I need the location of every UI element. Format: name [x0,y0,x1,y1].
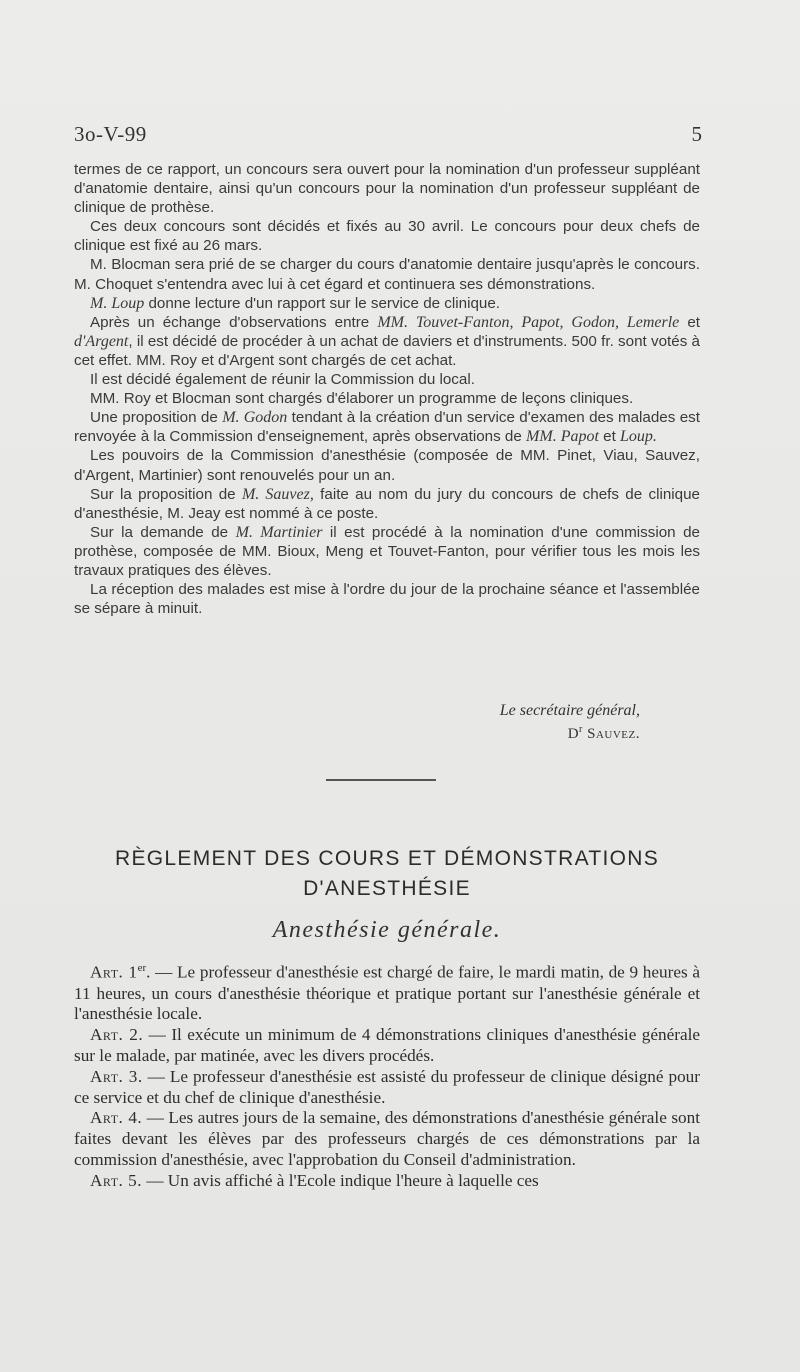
minutes-paragraph: M. Blocman sera prié de se charger du cours d'anatomie dentaire jusqu'après le concours. M. Choquet s'entendra avec lui à cet égard et continuera ses démonstrations. [74,256,700,293]
section-subtitle: Anesthésie générale. [272,917,502,943]
minutes-paragraph [74,523,700,580]
article-paragraph [74,1025,700,1067]
article-label: Art. 2. [90,1025,144,1045]
person-names: MM. Papot [526,428,599,446]
article-text: . — Le professeur d'anesthésie est chargé de faire, le mardi matin, de 9 heures à 11 heures, un cours d'anesthésie théorique et pratique portant sur l'anesthésie générale et l'anesthésie locale. [74,962,700,1024]
paragraph-text: Une proposition de [90,409,223,427]
page-number: 5 [691,122,702,146]
minutes-paragraph: MM. Roy et Blocman sont chargés d'élaborer un programme de leçons cliniques. [90,390,634,408]
minutes-text [74,160,700,618]
article-paragraph [74,1171,700,1192]
paragraph-text: Sur la proposition de [90,485,242,503]
paragraph-text: Sur la demande de [90,523,236,541]
paragraph-text: et [679,313,701,331]
article-label-sup: er [137,962,147,974]
paragraph-text: tendant à la création d'un service d'examen des malades est renvoyée à la Commission d'enseignement, après observations de [74,409,700,446]
session-date: 3o-V-99 [74,122,147,146]
section-divider [326,779,436,781]
article-label: Art. 1 [90,962,138,982]
article-paragraph [74,1067,700,1109]
article-label: Art. 3. [90,1066,143,1086]
signature-surname: Sauvez. [587,726,640,742]
person-names: MM. Touvet-Fanton, Papot, Godon, Lemerle [377,313,680,331]
paragraph-text: il est procédé à la nomination d'une commission de prothèse, composée de MM. Bioux, Meng et Touvet-Fanton, pour vérifier tous les mois les travaux pratiques des élèves. [74,523,701,579]
article-text: — Le professeur d'anesthésie est assisté du professeur de clinique désigné pour ce service et du chef de clinique d'anesthésie. [74,1066,700,1107]
paragraph-text: donne lecture d'un rapport sur le service de clinique. [144,294,501,312]
article-text: — Il exécute un minimum de 4 démonstrations cliniques d'anesthésie générale sur le malade, par matinée, avec les divers procédés. [74,1025,700,1065]
minutes-paragraph: termes de ce rapport, un concours sera ouvert pour la nomination d'un professeur suppléant d'anatomie dentaire, ainsi qu'un concours pour la nomination d'un professeur suppléant de clinique de prothèse. [74,161,700,217]
regulation-text [74,958,700,1192]
person-name: d'Argent [74,332,129,350]
minutes-paragraph [74,294,700,313]
signature-prefix-sup: r [579,724,583,735]
person-name: M. Sauvez, [241,485,314,503]
minutes-paragraph [74,485,700,523]
article-paragraph [74,958,700,1025]
signature-role: Le secrétaire général, [499,702,640,719]
section-title-line2: D'ANESTHÉSIE [303,877,471,900]
minutes-paragraph [74,313,700,370]
article-text: — Les autres jours de la semaine, des démonstrations d'anesthésie générale sont faites devant les élèves par des professeurs chargés de ces démonstrations par la commission d'anesthésie, avec l'approbation du Conseil d'administration. [74,1108,700,1169]
article-paragraph [74,1108,700,1170]
article-label: Art. 4. [90,1108,143,1128]
person-name: Loup. [620,428,657,446]
minutes-paragraph: Il est décidé également de réunir la Commission du local. [90,371,475,389]
person-name: M. Godon [222,409,288,427]
minutes-paragraph: La réception des malades est mise à l'ordre du jour de la prochaine séance et l'assemblée se sépare à minuit. [74,581,700,618]
signature-prefix: D [567,726,580,742]
paragraph-text: Après un échange d'observations entre [90,313,378,331]
person-name: M. Martinier [235,523,323,541]
paragraph-text: faite au nom du jury du concours de chefs de clinique d'anesthésie, M. Jeay est nommé à ce poste. [74,485,700,522]
person-name: M. Loup [90,294,145,312]
section-title: RÈGLEMENT DES COURS ET DÉMONSTRATIONS [115,847,659,870]
article-text: — Un avis affiché à l'Ecole indique l'heure à laquelle ces [142,1170,539,1190]
article-label: Art. 5. [90,1170,143,1190]
paragraph-text: , il est décidé de procéder à un achat de daviers et d'instruments. 500 fr. sont votés à cet effet. MM. Roy et d'Argent sont chargés de cet achat. [74,332,700,369]
signature-name [440,724,640,743]
minutes-paragraph [74,408,700,446]
minutes-paragraph: Les pouvoirs de la Commission d'anesthésie (composée de MM. Pinet, Viau, Sauvez, d'Argent, Martinier) sont renouvelés pour un an. [74,447,700,484]
paragraph-text: et [598,428,621,446]
minutes-paragraph: Ces deux concours sont décidés et fixés au 30 avril. Le concours pour deux chefs de clinique est fixé au 26 mars. [74,218,700,255]
